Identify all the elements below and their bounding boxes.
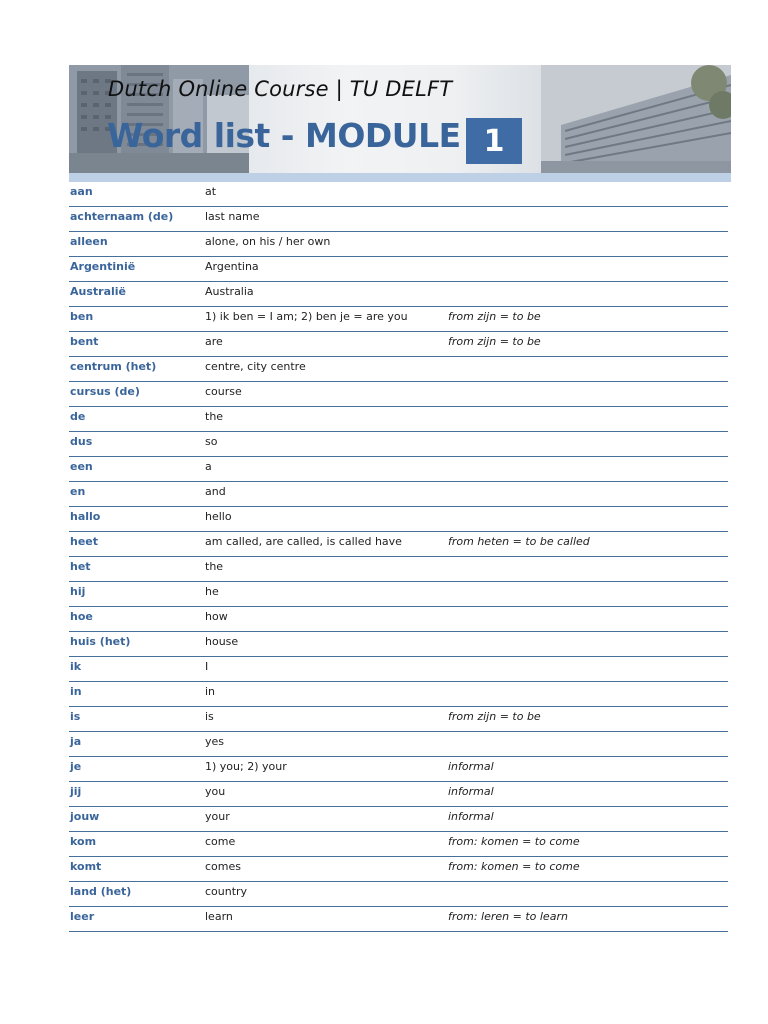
- dutch-word: aan: [70, 185, 93, 198]
- english-translation: the: [205, 560, 224, 573]
- dutch-word: een: [70, 460, 93, 473]
- english-translation: house: [205, 635, 239, 648]
- word-row: [69, 532, 728, 557]
- word-row: [69, 607, 728, 632]
- english-translation: am called, are called, is called have: [205, 535, 402, 548]
- word-row: [69, 807, 728, 832]
- dutch-word: heet: [70, 535, 99, 548]
- english-translation: in: [205, 685, 216, 698]
- course-title: Dutch Online Course | TU DELFT: [108, 77, 453, 101]
- dutch-word: ben: [70, 310, 94, 323]
- english-translation: Argentina: [205, 260, 259, 273]
- word-row: [69, 882, 728, 907]
- dutch-word: Argentinië: [70, 260, 136, 273]
- english-translation: 1) ik ben = I am; 2) ben je = are you: [205, 310, 408, 323]
- english-translation: at: [205, 185, 217, 198]
- building-photo-right: [541, 65, 731, 173]
- word-row: [69, 832, 728, 857]
- dutch-word: alleen: [70, 235, 108, 248]
- word-row: [69, 407, 728, 432]
- word-row: [69, 307, 728, 332]
- english-translation: and: [205, 485, 226, 498]
- dutch-word: je: [70, 760, 82, 773]
- dutch-word: cursus (de): [70, 385, 140, 398]
- grammar-note: from: komen = to come: [448, 835, 580, 848]
- english-translation: you: [205, 785, 226, 798]
- word-row: [69, 282, 728, 307]
- english-translation: Australia: [205, 285, 254, 298]
- word-row: [69, 907, 728, 932]
- dutch-word: jouw: [70, 810, 100, 823]
- grammar-note: from: komen = to come: [448, 860, 580, 873]
- word-row: [69, 682, 728, 707]
- word-row: [69, 782, 728, 807]
- dutch-word: ik: [70, 660, 82, 673]
- word-list-title: Word list - MODULE: [107, 116, 461, 155]
- english-translation: come: [205, 835, 236, 848]
- module-number-badge: 1: [466, 118, 522, 164]
- word-list-table: [69, 182, 728, 932]
- word-row: [69, 632, 728, 657]
- grammar-note: informal: [448, 810, 494, 823]
- english-translation: course: [205, 385, 242, 398]
- english-translation: hello: [205, 510, 232, 523]
- english-translation: he: [205, 585, 219, 598]
- dutch-word: hoe: [70, 610, 93, 623]
- word-row: [69, 507, 728, 532]
- english-translation: yes: [205, 735, 225, 748]
- word-row: [69, 257, 728, 282]
- word-row: [69, 332, 728, 357]
- word-row: [69, 857, 728, 882]
- grammar-note: from zijn = to be: [448, 335, 541, 348]
- dutch-word: hallo: [70, 510, 101, 523]
- dutch-word: dus: [70, 435, 93, 448]
- dutch-word: het: [70, 560, 91, 573]
- dutch-word: bent: [70, 335, 99, 348]
- dutch-word: jij: [70, 785, 82, 798]
- english-translation: last name: [205, 210, 260, 223]
- english-translation: alone, on his / her own: [205, 235, 331, 248]
- banner-strip: [69, 173, 731, 182]
- english-translation: your: [205, 810, 230, 823]
- word-row: [69, 657, 728, 682]
- word-row: [69, 207, 728, 232]
- dutch-word: de: [70, 410, 86, 423]
- grammar-note: from: leren = to learn: [448, 910, 568, 923]
- word-row: [69, 382, 728, 407]
- word-row: [69, 482, 728, 507]
- english-translation: learn: [205, 910, 233, 923]
- english-translation: a: [205, 460, 212, 473]
- word-row: [69, 232, 728, 257]
- english-translation: 1) you; 2) your: [205, 760, 287, 773]
- word-row: [69, 457, 728, 482]
- english-translation: so: [205, 435, 218, 448]
- dutch-word: huis (het): [70, 635, 131, 648]
- dutch-word: achternaam (de): [70, 210, 174, 223]
- grammar-note: from zijn = to be: [448, 710, 541, 723]
- word-row: [69, 557, 728, 582]
- dutch-word: Australië: [70, 285, 126, 298]
- word-row: [69, 357, 728, 382]
- dutch-word: leer: [70, 910, 95, 923]
- english-translation: are: [205, 335, 223, 348]
- dutch-word: en: [70, 485, 86, 498]
- grammar-note: informal: [448, 785, 494, 798]
- word-row: [69, 732, 728, 757]
- dutch-word: centrum (het): [70, 360, 157, 373]
- english-translation: I: [205, 660, 209, 673]
- dutch-word: kom: [70, 835, 97, 848]
- dutch-word: hij: [70, 585, 86, 598]
- english-translation: the: [205, 410, 224, 423]
- dutch-word: ja: [70, 735, 82, 748]
- dutch-word: land (het): [70, 885, 132, 898]
- grammar-note: from heten = to be called: [448, 535, 590, 548]
- word-row: [69, 757, 728, 782]
- dutch-word: is: [70, 710, 81, 723]
- english-translation: comes: [205, 860, 241, 873]
- word-row: [69, 707, 728, 732]
- word-row: [69, 432, 728, 457]
- dutch-word: in: [70, 685, 82, 698]
- dutch-word: komt: [70, 860, 102, 873]
- english-translation: country: [205, 885, 248, 898]
- grammar-note: from zijn = to be: [448, 310, 541, 323]
- grammar-note: informal: [448, 760, 494, 773]
- english-translation: centre, city centre: [205, 360, 306, 373]
- word-row: [69, 182, 728, 207]
- word-row: [69, 582, 728, 607]
- english-translation: is: [205, 710, 214, 723]
- english-translation: how: [205, 610, 228, 623]
